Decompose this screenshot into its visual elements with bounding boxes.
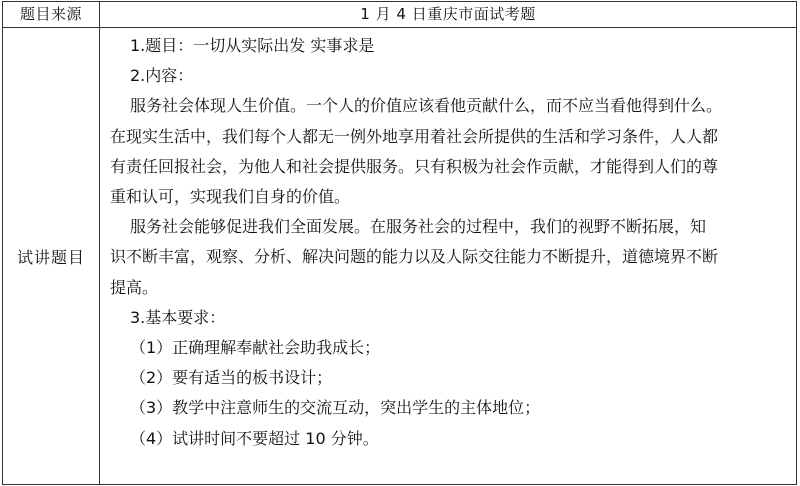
source-label-cell — [3, 2, 100, 28]
paragraph-2-line-1: 服务社会能够促进我们全面发展。在服务社会的过程中，我们的视野不断拓展，知 — [130, 217, 707, 237]
requirements-heading-line: 3.基本要求： — [130, 307, 226, 327]
paragraph-1-line-3: 有责任回报社会，为他人和社会提供服务。只有积极为社会作贡献，才能得到人们的尊 — [110, 156, 719, 176]
requirement-2-line: （2）要有适当的板书设计； — [130, 368, 333, 388]
content-heading-line: 2.内容： — [130, 66, 194, 86]
requirement-3-line: （3）教学中注意师生的交流互动，突出学生的主体地位； — [130, 398, 541, 418]
paragraph-2-line-3: 提高。 — [110, 277, 159, 297]
paragraph-2-line-2: 识不断丰富，观察、分析、解决问题的能力以及人际交往能力不断提升，道德境界不断 — [110, 247, 719, 267]
source-label: 题目来源 — [19, 5, 82, 23]
source-value: 1 月 4 日重庆市面试考题 — [360, 5, 536, 23]
requirement-1-line: （1）正确理解奉献社会助我成长； — [130, 338, 381, 358]
topic-label-cell — [3, 28, 100, 485]
topic-title-line: 1.题目：一切从实际出发 实事求是 — [130, 36, 375, 55]
content-row — [3, 28, 797, 485]
exam-info-table — [2, 1, 797, 485]
paragraph-1-line-1: 服务社会体现人生价值。一个人的价值应该看他贡献什么，而不应当看他得到什么。 — [130, 96, 723, 116]
header-row — [3, 2, 797, 28]
topic-content-cell — [100, 28, 797, 485]
paragraph-1-line-4: 重和认可，实现我们自身的价值。 — [110, 187, 351, 207]
paragraph-1-line-2: 在现实生活中，我们每个人都无一例外地享用着社会所提供的生活和学习条件，人人都 — [110, 126, 719, 146]
requirement-4-line: （4）试讲时间不要超过 10 分钟。 — [130, 428, 379, 448]
topic-label: 试讲题目 — [16, 247, 85, 267]
source-value-cell — [100, 2, 797, 28]
